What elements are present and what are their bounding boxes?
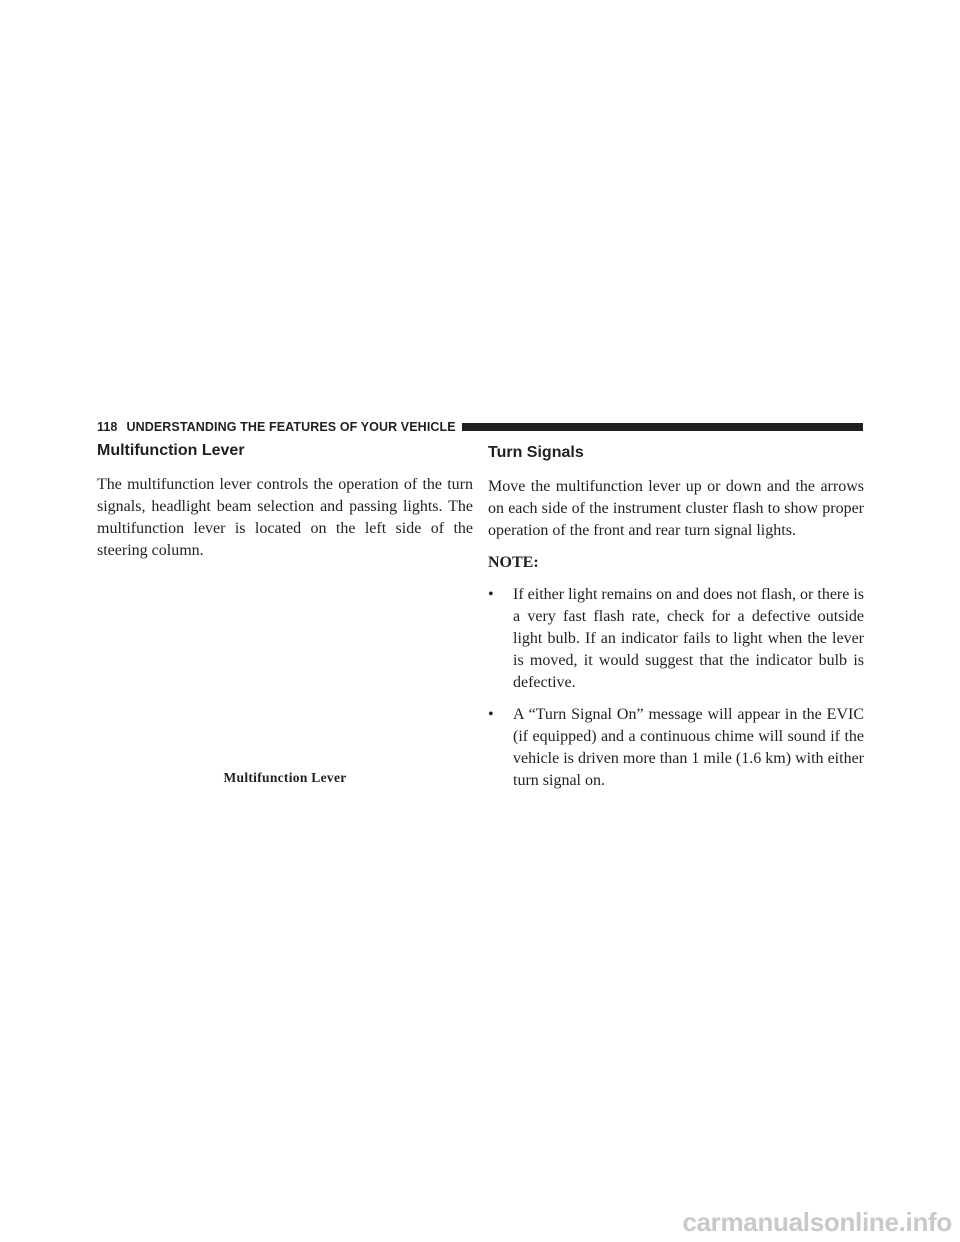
multifunction-lever-paragraph: The multifunction lever controls the operation of the turn signals, headlight beam selection and passing lights. The multifunction lever is located on the left side of the steering column. — [97, 476, 473, 559]
note-bullet-item — [488, 584, 864, 694]
bullet-icon: • — [488, 706, 494, 723]
section-heading-turn-signals: Turn Signals — [488, 444, 584, 461]
header-rule — [462, 423, 863, 431]
running-title: UNDERSTANDING THE FEATURES OF YOUR VEHICLE — [126, 420, 456, 434]
left-column — [97, 440, 473, 572]
section-heading-multifunction-lever: Multifunction Lever — [97, 442, 245, 459]
note-label: NOTE: — [488, 554, 539, 571]
page-number: 118 — [97, 420, 118, 434]
bullet-icon: • — [488, 586, 494, 603]
figure-caption: Multifunction Lever — [223, 770, 347, 785]
figure-multifunction-lever — [97, 560, 473, 760]
note-bullet-list — [488, 584, 864, 792]
right-column — [488, 440, 864, 802]
turn-signals-paragraph: Move the multifunction lever up or down and the arrows on each side of the instrument cluster flash to show proper operation of the front and rear turn signal lights. — [488, 478, 864, 539]
note-bullet-text: If either light remains on and does not flash, or there is a very fast flash rate, check for a defective outside light bulb. If an indicator fails to light when the lever is moved, it would suggest that the indicator bulb is defective. — [513, 586, 865, 691]
note-bullet-item — [488, 704, 864, 792]
page-header — [97, 418, 863, 436]
watermark: carmanualsonline.info — [682, 1207, 952, 1237]
note-bullet-text: A “Turn Signal On” message will appear in the EVIC (if equipped) and a continuous chime will sound if the vehicle is driven more than 1 mile (1.6 km) with either turn signal on. — [513, 706, 864, 789]
